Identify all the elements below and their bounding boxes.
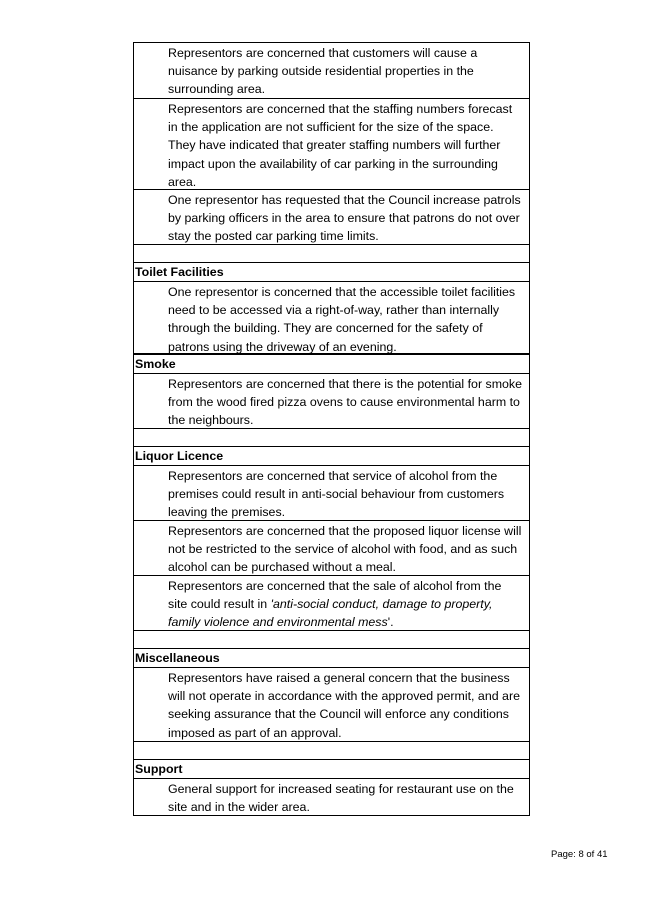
- heading-text: Miscellaneous: [135, 651, 220, 665]
- heading-text: Liquor Licence: [135, 449, 224, 463]
- table-row: [134, 190, 529, 245]
- table-row: [134, 43, 529, 99]
- row-text: General support for increased seating for restaurant use on the site and in the wider area.: [168, 782, 514, 815]
- row-text: One representor is concerned that the accessible toilet facilities need to be accessed via a right-of-way, rather than internally through the building. They are concerned for the safety of patrons using the driveway of an evening.: [168, 285, 516, 354]
- section-heading-liquor-licence: [134, 447, 529, 466]
- section-heading-smoke: [134, 355, 529, 374]
- row-text: Representors are concerned that the sale of alcohol from the site could result in: [168, 579, 502, 612]
- row-text: Representors are concerned that the staffing numbers forecast in the application are not sufficient for the size of the space. They have indicated that greater staffing numbers will further impact upon the availability of car parking in the surrounding area.: [168, 102, 513, 189]
- row-text: Representors are concerned that there is the potential for smoke from the wood fired pizza ovens to cause environmental harm to the neighbours.: [168, 377, 523, 428]
- section-heading-toilet-facilities: [134, 263, 529, 282]
- table-row-blank: [134, 742, 529, 760]
- heading-text: Support: [135, 762, 183, 776]
- table-row: [134, 521, 529, 576]
- row-text: One representor has requested that the Council increase patrols by parking officers in the area to ensure that patrons do not over stay the posted car parking time limits.: [168, 193, 521, 244]
- section-heading-miscellaneous: [134, 649, 529, 668]
- quoted-text: 'anti-social conduct, damage to property, family violence and environmental mess: [168, 597, 493, 630]
- table-row-blank: [134, 429, 529, 447]
- table-row: [134, 779, 529, 816]
- table-row: [134, 466, 529, 521]
- row-text: Representors are concerned that the proposed liquor license will not be restricted to the service of alcohol with food, and as such alcohol can be purchased without a meal.: [168, 524, 522, 575]
- table-row-blank: [134, 245, 529, 263]
- row-text: Representors are concerned that customers will cause a nuisance by parking outside residential properties in the surrounding area.: [168, 46, 478, 97]
- submissions-table: [133, 42, 530, 816]
- page-number: Page: 8 of 41: [551, 849, 608, 860]
- heading-text: Smoke: [135, 357, 176, 371]
- row-text: Representors are concerned that service of alcohol from the premises could result in anti-social behaviour from customers leaving the premises.: [168, 469, 505, 520]
- section-heading-support: [134, 760, 529, 779]
- heading-text: Toilet Facilities: [135, 265, 224, 279]
- table-row: [134, 99, 529, 190]
- table-row: [134, 374, 529, 429]
- table-row-blank: [134, 631, 529, 649]
- row-text-tail: '.: [387, 615, 394, 630]
- table-row: [134, 282, 529, 355]
- row-text: Representors have raised a general concern that the business will not operate in accordance with the approved permit, and are seeking assurance that the Council will enforce any conditions imposed as part of an approval.: [168, 671, 520, 740]
- table-row: [134, 576, 529, 631]
- table-row: [134, 668, 529, 742]
